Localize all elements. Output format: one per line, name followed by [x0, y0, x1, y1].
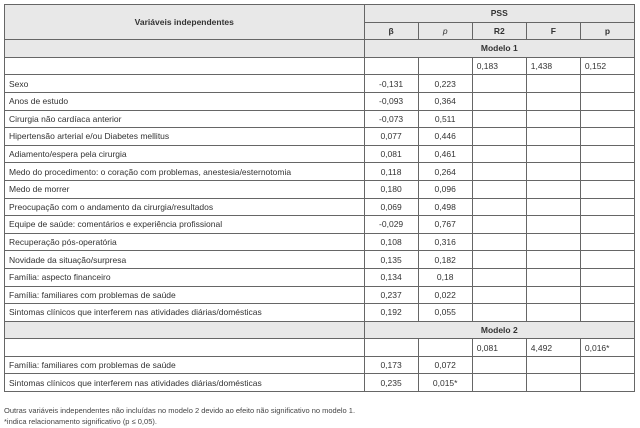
- header-beta: β: [364, 22, 418, 40]
- beta-value: -0,029: [364, 216, 418, 234]
- beta-value: 0,180: [364, 180, 418, 198]
- table-row: [5, 286, 635, 304]
- variable-label: Medo de morrer: [5, 180, 365, 198]
- beta-value: 0,173: [364, 356, 418, 374]
- empty-cell: [526, 128, 580, 146]
- empty-cell: [526, 180, 580, 198]
- p-value: 0,18: [418, 268, 472, 286]
- table-row: [5, 356, 635, 374]
- header-variables: Variáveis independentes: [5, 5, 365, 40]
- beta-value: 0,134: [364, 268, 418, 286]
- p-value: 0,096: [418, 180, 472, 198]
- beta-value: 0,069: [364, 198, 418, 216]
- variable-label: Cirurgia não cardíaca anterior: [5, 110, 365, 128]
- empty-cell: [5, 321, 365, 339]
- beta-value: -0,093: [364, 92, 418, 110]
- footnote: Outras variáveis independentes não incluídas no modelo 2 devido ao efeito não significativo no modelo 1.: [4, 406, 356, 415]
- empty-cell: [580, 110, 634, 128]
- table-row: [5, 304, 635, 322]
- empty-cell: [526, 268, 580, 286]
- p-value: 0,364: [418, 92, 472, 110]
- empty-cell: [526, 304, 580, 322]
- header-model-p: p: [580, 22, 634, 40]
- table-row: [5, 180, 635, 198]
- empty-cell: [526, 286, 580, 304]
- p-value: 0,316: [418, 233, 472, 251]
- empty-cell: [5, 40, 365, 58]
- empty-cell: [472, 128, 526, 146]
- beta-value: -0,131: [364, 75, 418, 93]
- variable-label: Hipertensão arterial e/ou Diabetes mellitus: [5, 128, 365, 146]
- p-value: 0,055: [418, 304, 472, 322]
- variable-label: Preocupação com o andamento da cirurgia/resultados: [5, 198, 365, 216]
- p-value: 0,498: [418, 198, 472, 216]
- model-stats-row: [5, 57, 635, 75]
- p-value: 0,767: [418, 216, 472, 234]
- empty-cell: [472, 251, 526, 269]
- model-stats-row: [5, 339, 635, 357]
- empty-cell: [472, 356, 526, 374]
- empty-cell: [472, 163, 526, 181]
- variable-label: Anos de estudo: [5, 92, 365, 110]
- empty-cell: [472, 75, 526, 93]
- empty-cell: [580, 356, 634, 374]
- empty-cell: [526, 356, 580, 374]
- variable-label: Adiamento/espera pela cirurgia: [5, 145, 365, 163]
- p-value: 0,015*: [418, 374, 472, 392]
- empty-cell: [5, 339, 365, 357]
- variable-label: Medo do procedimento: o coração com problemas, anestesia/esternotomia: [5, 163, 365, 181]
- empty-cell: [472, 216, 526, 234]
- empty-cell: [580, 374, 634, 392]
- empty-cell: [526, 198, 580, 216]
- table-row: [5, 198, 635, 216]
- empty-cell: [526, 251, 580, 269]
- footnote: *indica relacionamento significativo (p ≤ 0,05).: [4, 417, 157, 426]
- table-row: [5, 374, 635, 392]
- variable-label: Sintomas clínicos que interferem nas atividades diárias/domésticas: [5, 304, 365, 322]
- empty-cell: [526, 145, 580, 163]
- model-p-value: 0,152: [580, 57, 634, 75]
- empty-cell: [472, 374, 526, 392]
- table-row: [5, 128, 635, 146]
- beta-value: 0,118: [364, 163, 418, 181]
- empty-cell: [580, 233, 634, 251]
- variable-label: Família: aspecto financeiro: [5, 268, 365, 286]
- variable-label: Equipe de saúde: comentários e experiência profissional: [5, 216, 365, 234]
- empty-cell: [472, 233, 526, 251]
- empty-cell: [526, 374, 580, 392]
- beta-value: 0,237: [364, 286, 418, 304]
- p-value: 0,264: [418, 163, 472, 181]
- table-row: [5, 233, 635, 251]
- model-p-value: 0,016*: [580, 339, 634, 357]
- empty-cell: [580, 145, 634, 163]
- empty-cell: [580, 128, 634, 146]
- empty-cell: [472, 268, 526, 286]
- table-row: [5, 145, 635, 163]
- f-value: 4,492: [526, 339, 580, 357]
- empty-cell: [580, 268, 634, 286]
- beta-value: 0,135: [364, 251, 418, 269]
- empty-cell: [472, 198, 526, 216]
- p-value: 0,072: [418, 356, 472, 374]
- r2-value: 0,183: [472, 57, 526, 75]
- empty-cell: [580, 286, 634, 304]
- empty-cell: [472, 304, 526, 322]
- table-row: [5, 251, 635, 269]
- regression-table: [4, 4, 635, 392]
- empty-cell: [364, 339, 418, 357]
- p-value: 0,223: [418, 75, 472, 93]
- table-row: [5, 92, 635, 110]
- header-f: F: [526, 22, 580, 40]
- empty-cell: [418, 57, 472, 75]
- p-value: 0,022: [418, 286, 472, 304]
- variable-label: Família: familiares com problemas de saúde: [5, 286, 365, 304]
- empty-cell: [5, 57, 365, 75]
- beta-value: 0,081: [364, 145, 418, 163]
- p-value: 0,182: [418, 251, 472, 269]
- empty-cell: [580, 92, 634, 110]
- variable-label: Sexo: [5, 75, 365, 93]
- empty-cell: [526, 163, 580, 181]
- beta-value: -0,073: [364, 110, 418, 128]
- table-body: [5, 40, 635, 392]
- p-value: 0,511: [418, 110, 472, 128]
- empty-cell: [472, 286, 526, 304]
- empty-cell: [526, 92, 580, 110]
- r2-value: 0,081: [472, 339, 526, 357]
- empty-cell: [526, 110, 580, 128]
- variable-label: Família: familiares com problemas de saúde: [5, 356, 365, 374]
- table-row: [5, 268, 635, 286]
- f-value: 1,438: [526, 57, 580, 75]
- p-value: 0,446: [418, 128, 472, 146]
- beta-value: 0,108: [364, 233, 418, 251]
- beta-value: 0,077: [364, 128, 418, 146]
- table-row: [5, 216, 635, 234]
- empty-cell: [526, 75, 580, 93]
- empty-cell: [580, 163, 634, 181]
- model-title-row: [5, 321, 635, 339]
- empty-cell: [580, 198, 634, 216]
- model-title: Modelo 2: [364, 321, 634, 339]
- empty-cell: [472, 180, 526, 198]
- beta-value: 0,192: [364, 304, 418, 322]
- empty-cell: [526, 233, 580, 251]
- empty-cell: [580, 251, 634, 269]
- variable-label: Novidade da situação/surpresa: [5, 251, 365, 269]
- empty-cell: [472, 110, 526, 128]
- empty-cell: [418, 339, 472, 357]
- empty-cell: [526, 216, 580, 234]
- header-pss: PSS: [364, 5, 634, 23]
- table-row: [5, 163, 635, 181]
- empty-cell: [580, 75, 634, 93]
- header-r2: R2: [472, 22, 526, 40]
- empty-cell: [580, 216, 634, 234]
- variable-label: Recuperação pós-operatória: [5, 233, 365, 251]
- variable-label: Sintomas clínicos que interferem nas atividades diárias/domésticas: [5, 374, 365, 392]
- empty-cell: [364, 57, 418, 75]
- model-title-row: [5, 40, 635, 58]
- empty-cell: [580, 180, 634, 198]
- table-row: [5, 110, 635, 128]
- empty-cell: [472, 145, 526, 163]
- empty-cell: [580, 304, 634, 322]
- table-row: [5, 75, 635, 93]
- empty-cell: [472, 92, 526, 110]
- p-value: 0,461: [418, 145, 472, 163]
- model-title: Modelo 1: [364, 40, 634, 58]
- header-p: p: [418, 22, 472, 40]
- beta-value: 0,235: [364, 374, 418, 392]
